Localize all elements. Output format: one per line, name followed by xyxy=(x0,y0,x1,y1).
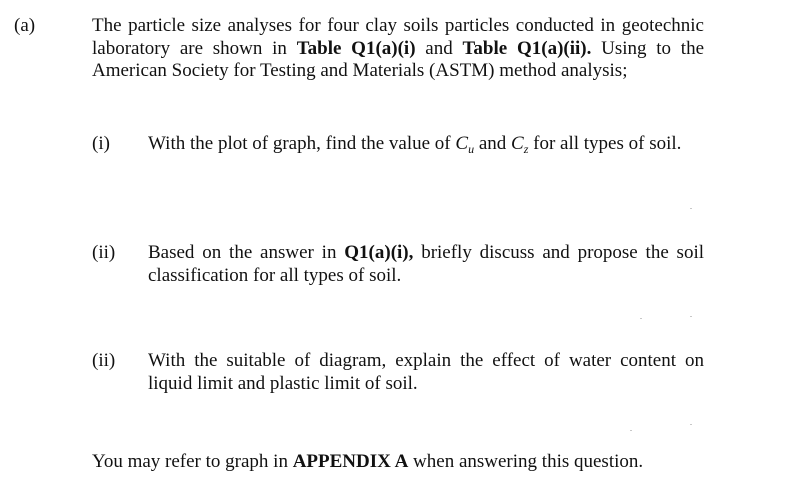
part-iii-label: (ii) xyxy=(92,350,116,371)
footer-note xyxy=(92,451,732,474)
part-iii-text: With the suitable of diagram, explain the effect of water content on liquid limit and plastic limit of soil. xyxy=(148,350,704,394)
intro-text-1: The particle size analyses for four clay soils particles conducted in geotechnic laboratory are shown in xyxy=(92,15,704,59)
cu-symbol: $C_u$ xyxy=(455,133,475,156)
footer-text-2: when answering this question. xyxy=(408,451,644,472)
table-ref-2: Table Q1(a)(ii). xyxy=(462,37,592,59)
scan-speck xyxy=(690,316,692,317)
footer-text-1: You may refer to graph in xyxy=(92,451,293,472)
cu-subscript: u xyxy=(468,142,475,156)
intro-text-2: and xyxy=(415,37,463,59)
part-ii-text-2: briefly discuss and propose the soil classification for all types of soil. xyxy=(148,242,705,286)
scan-speck xyxy=(630,430,632,431)
part-i-label: (i) xyxy=(92,133,110,154)
part-ii-label: (ii) xyxy=(92,242,116,263)
table-ref-1: Table Q1(a)(i) xyxy=(296,37,416,59)
part-i-text-2: and xyxy=(474,133,512,154)
part-i-text xyxy=(148,133,704,156)
cz-symbol: $C_z$ xyxy=(511,133,529,156)
question-ref: Q1(a)(i), xyxy=(344,242,414,263)
question-label: (a) xyxy=(14,15,36,36)
scan-speck xyxy=(690,424,692,425)
intro-text-3: Using to the American Society for Testing and Materials (ASTM) method analysis; xyxy=(92,37,705,81)
part-ii-text xyxy=(148,242,704,287)
appendix-ref: APPENDIX A xyxy=(292,451,409,472)
scan-speck xyxy=(690,208,692,209)
question-intro xyxy=(92,15,704,83)
cz-subscript: z xyxy=(523,142,529,156)
part-i-text-1: With the plot of graph, find the value of xyxy=(148,133,456,154)
part-i-text-3: for all types of soil. xyxy=(528,133,682,154)
part-ii-text-1: Based on the answer in xyxy=(148,242,345,263)
scan-speck xyxy=(640,318,642,319)
